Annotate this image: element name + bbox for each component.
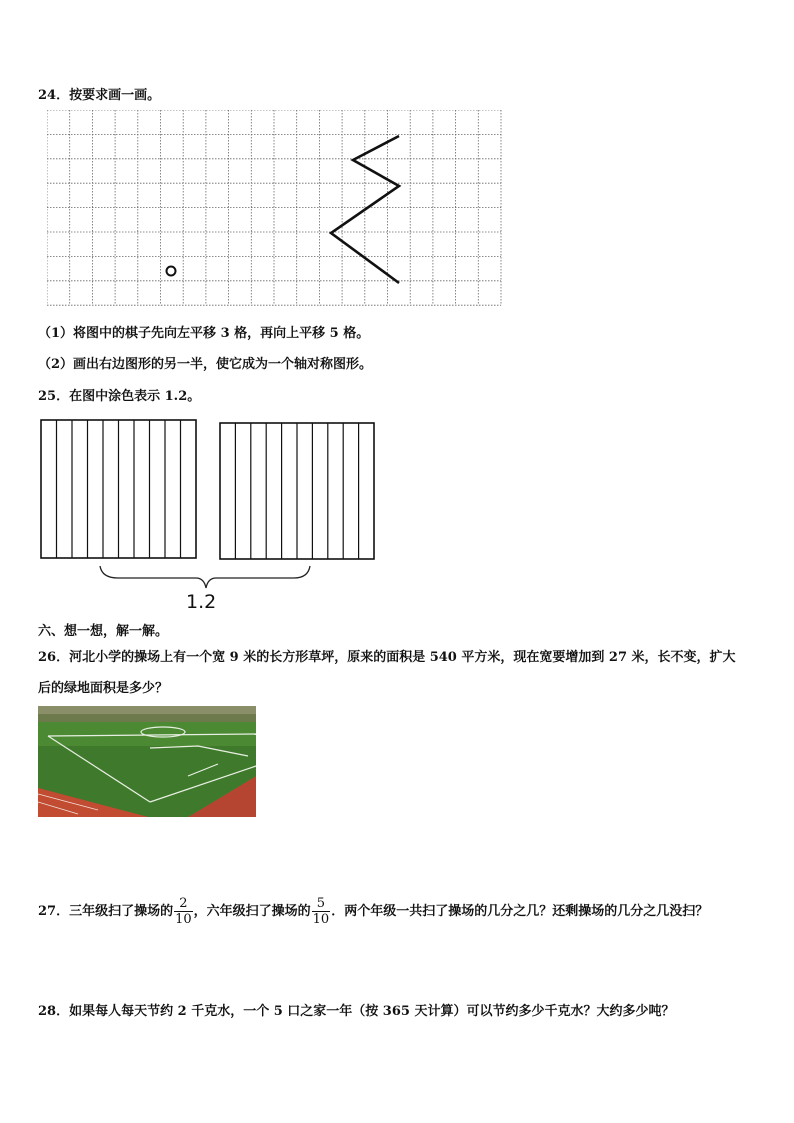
q27-part3: ．两个年级一共扫了操场的几分之几？还剩操场的几分之几没扫？: [331, 904, 709, 919]
q27: [38, 896, 708, 927]
q25-figure: [38, 418, 378, 617]
fraction-denominator: 10: [175, 912, 192, 927]
q27-part1: 27．三年级扫了操场的: [38, 904, 174, 919]
decimal-rect-right: [220, 423, 374, 559]
q24-title: 24．按要求画一画。: [38, 88, 161, 103]
q25-title: 25．在图中涂色表示 1.2。: [38, 389, 201, 404]
q28: 28．如果每人每天节约 2 千克水，一个 5 口之家一年（按 365 天计算）可以节约多少千克水？大约多少吨？: [38, 1004, 675, 1019]
fraction-5-10: [312, 896, 331, 927]
brace-label: 1.2: [186, 591, 217, 613]
decimal-rect-left: [41, 420, 196, 558]
q26-line1: 26．河北小学的操场上有一个宽 9 米的长方形草坪，原来的面积是 540 平方米，现在宽要增加到 27 米，长不变，扩大: [38, 650, 736, 665]
fraction-numerator: 2: [174, 896, 193, 912]
fraction-denominator: 10: [312, 912, 330, 927]
chess-piece: [167, 267, 176, 276]
fraction-2-10: [174, 896, 193, 927]
q25-figure-svg: [38, 418, 378, 613]
q26-line2: 后的绿地面积是多少？: [38, 681, 169, 696]
fraction-numerator: 5: [312, 896, 331, 912]
q27-part2: ，六年级扫了操场的: [193, 904, 311, 919]
q24-grid: [47, 110, 503, 314]
field-photo-svg: [38, 706, 256, 817]
section-6-title: 六、想一想，解一解。: [38, 624, 169, 639]
q24-sub1: （1）将图中的棋子先向左平移 3 格，再向上平移 5 格。: [38, 326, 370, 341]
q24-grid-svg: [47, 110, 503, 310]
q24-sub2: （2）画出右边图形的另一半，使它成为一个轴对称图形。: [38, 357, 373, 372]
brace: [100, 566, 310, 588]
field-photo: [38, 706, 256, 817]
